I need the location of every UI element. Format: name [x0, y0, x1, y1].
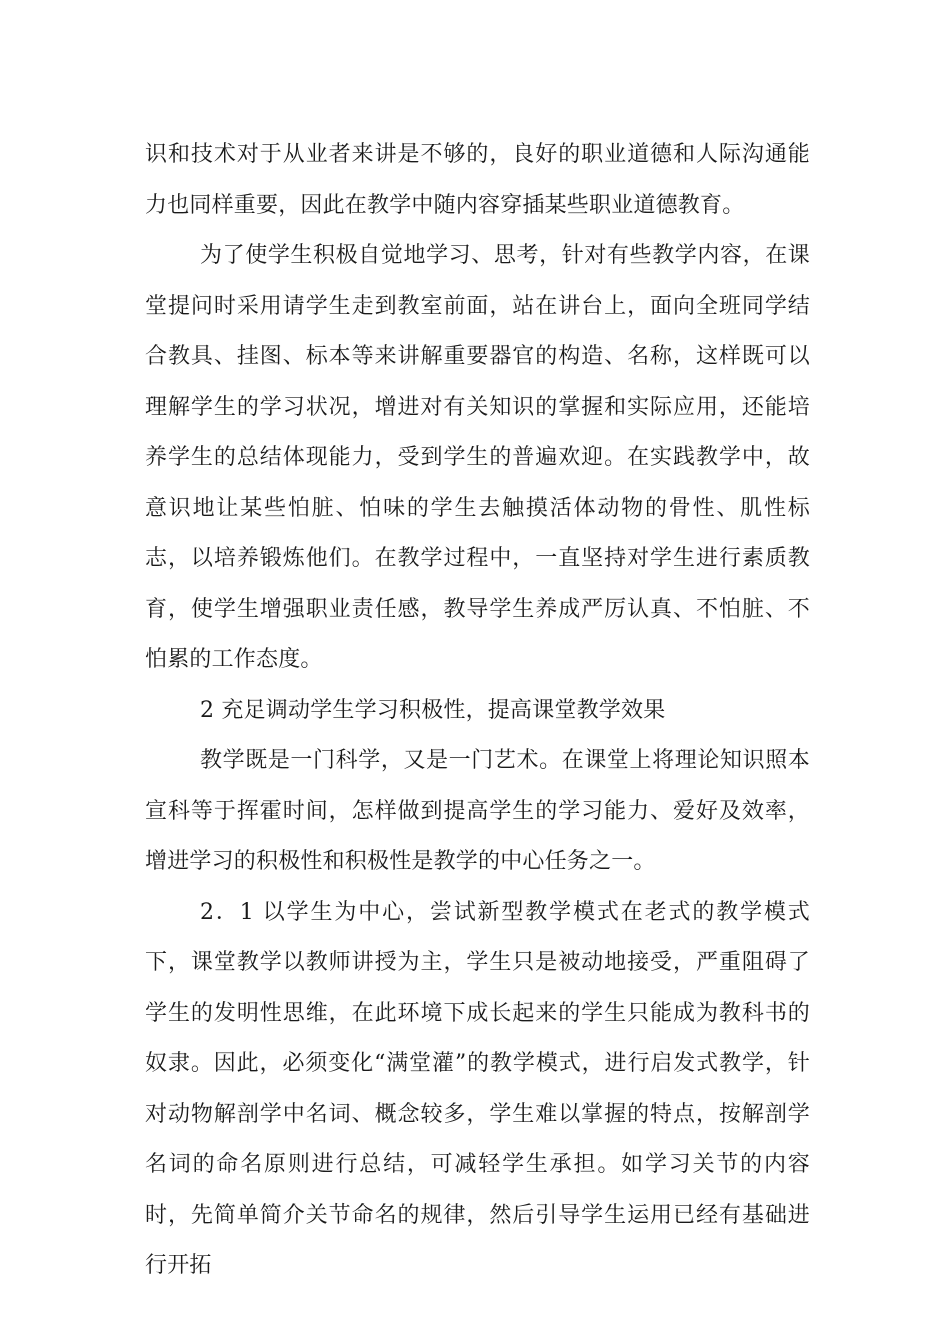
section-heading-2: 2 充足调动学生学习积极性，提高课堂教学效果: [200, 697, 666, 723]
paragraph-continuation: 识和技术对于从业者来讲是不够的，良好的职业道德和人际沟通能力也同样重要，因此在教学中随内容穿插某些职业道德教育。: [145, 142, 810, 218]
paragraph-section-2-1: 2．1 以学生为中心，尝试新型教学模式在老式的教学模式下，课堂教学以教师讲授为主，学生只是被动地接受，严重阻碍了学生的发明性思维，在此环境下成长起来的学生只能成为教科书的奴隶。因此，必须变化“满堂灌”的教学模式，进行启发式教学，针对动物解剖学中名词、概念较多，学生难以掌握的特点，按解剖学名词的命名原则进行总结，可减轻学生承担。如学习关节的内容时，先简单简介关节命名的规律，然后引导学生运用已经有基础进行开拓: [145, 899, 810, 1278]
document-body: [145, 130, 810, 1292]
paragraph-student-presentation: 为了使学生积极自觉地学习、思考，针对有些教学内容，在课堂提问时采用请学生走到教室前面，站在讲台上，面向全班同学结合教具、挂图、标本等来讲解重要器官的构造、名称，这样既可以理解学生的学习状况，增进对有关知识的掌握和实际应用，还能培养学生的总结体现能力，受到学生的普遍欢迎。在实践教学中，故意识地让某些怕脏、怕味的学生去触摸活体动物的骨性、肌性标志，以培养锻炼他们。在教学过程中，一直坚持对学生进行素质教育，使学生增强职业责任感，教导学生养成严厉认真、不怕脏、不怕累的工作态度。: [145, 243, 810, 672]
paragraph-teaching-art: 教学既是一门科学，又是一门艺术。在课堂上将理论知识照本宣科等于挥霍时间，怎样做到提高学生的学习能力、爱好及效率，增进学习的积极性和积极性是教学的中心任务之一。: [145, 748, 810, 874]
